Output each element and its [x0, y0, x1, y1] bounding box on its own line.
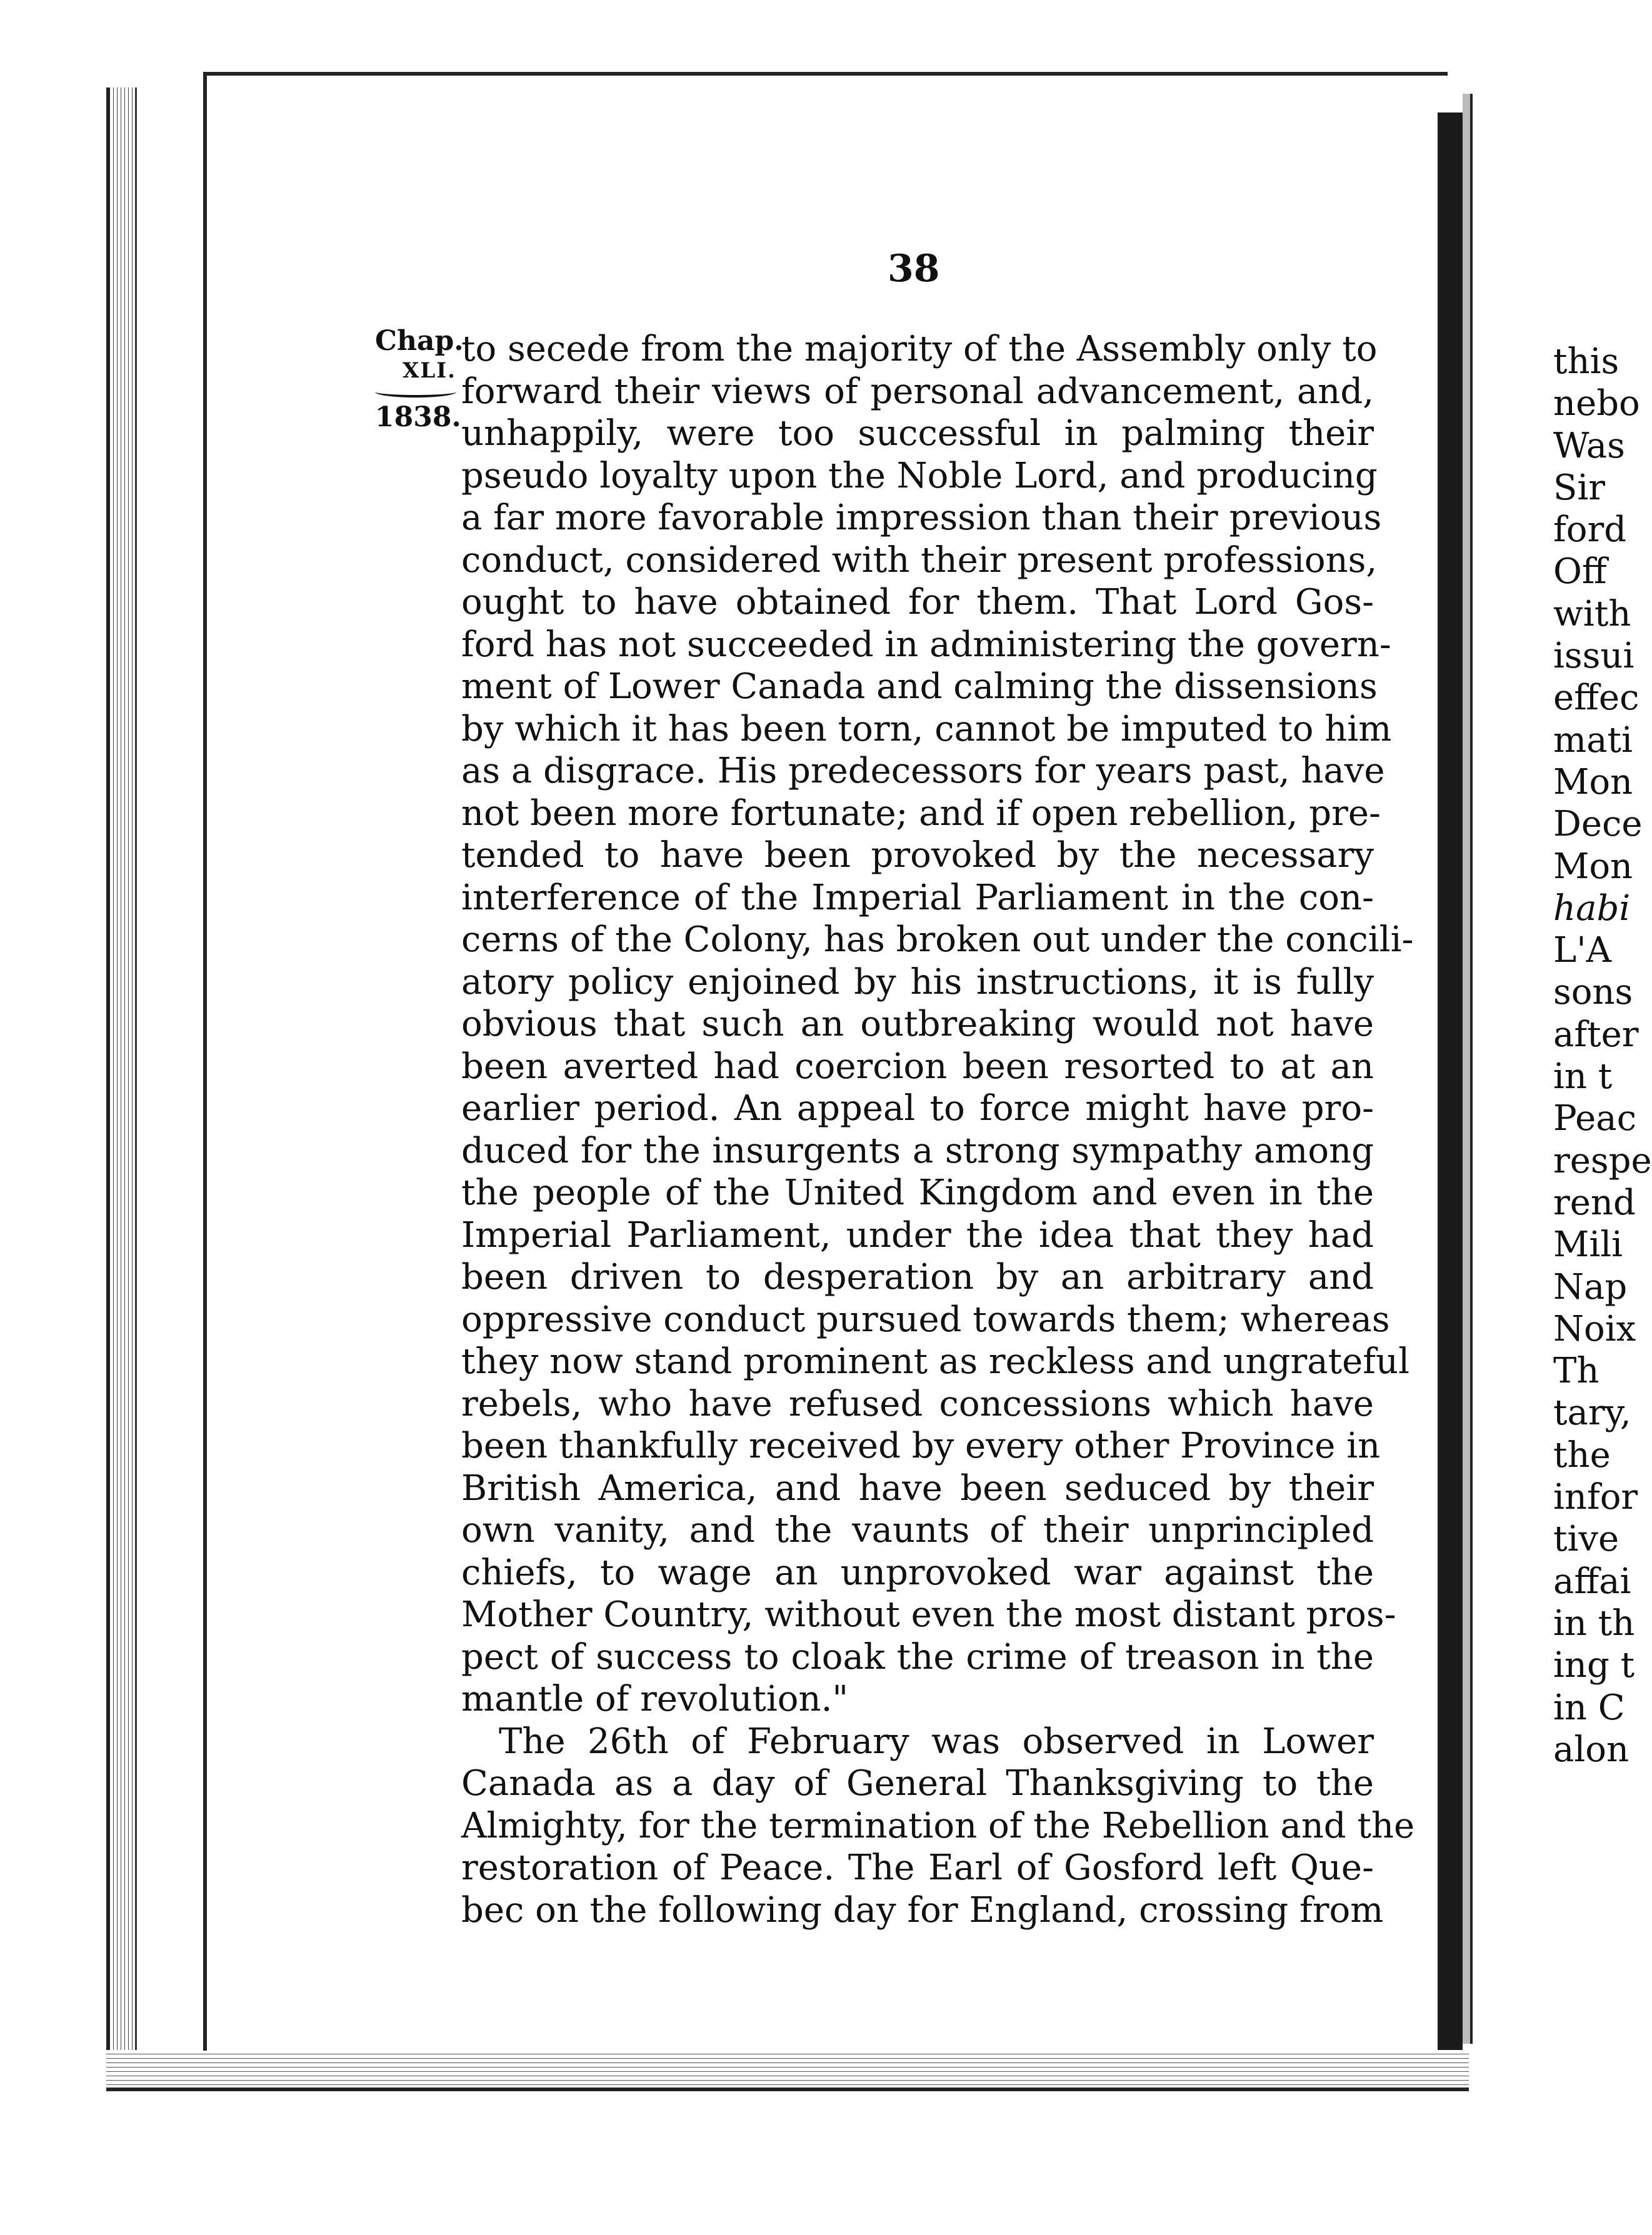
text-line: by which it has been torn, cannot be imputed to him — [461, 708, 1392, 749]
text-line: Canada as a day of General Thanksgiving to the — [461, 1763, 1374, 1804]
text-line: been thankfully received by every other Province in — [461, 1426, 1381, 1466]
text-line: cerns of the Colony, has broken out under the concili- — [461, 919, 1414, 960]
margin-brace — [375, 386, 456, 398]
facing-text-line: in th — [1553, 1602, 1635, 1644]
text-line: atory policy enjoined by his instructions, it is fully — [461, 961, 1374, 1002]
facing-text-line: Noix — [1553, 1308, 1636, 1349]
facing-text-line: this — [1553, 341, 1619, 382]
text-line: own vanity, and the vaunts of their unprincipled — [461, 1510, 1374, 1551]
margin-chapter-number: XLI. — [402, 358, 456, 383]
facing-text-line: Nap — [1553, 1266, 1628, 1308]
margin-note — [375, 325, 464, 434]
facing-text-line: effec — [1553, 678, 1639, 719]
text-line: pseudo loyalty upon the Noble Lord, and producing — [461, 455, 1378, 496]
facing-text-line: habi — [1553, 888, 1631, 929]
text-line: chiefs, to wage an unprovoked war against the — [461, 1552, 1374, 1593]
text-line: earlier period. An appeal to force might have pro- — [461, 1088, 1374, 1129]
facing-text-line: issui — [1553, 636, 1634, 677]
text-line: conduct, considered with their present professions, — [461, 539, 1378, 581]
text-line: Mother Country, without even the most distant pros- — [461, 1594, 1396, 1635]
text-line: ought to have obtained for them. That Lord Gos- — [461, 582, 1374, 622]
facing-text-line: in t — [1553, 1056, 1613, 1098]
text-line: to secede from the majority of the Assembly only to — [461, 329, 1378, 369]
facing-text-line: respe — [1553, 1140, 1652, 1181]
text-line: duced for the insurgents a strong sympathy among — [461, 1130, 1374, 1171]
facing-text-line: affai — [1553, 1561, 1631, 1602]
facing-text-line: rend — [1553, 1182, 1636, 1223]
text-line: restoration of Peace. The Earl of Gosford left Que- — [461, 1848, 1374, 1888]
text-line: as a disgrace. His predecessors for years past, have — [461, 751, 1385, 791]
facing-page-text — [1553, 341, 1652, 1771]
page-stack-edge — [106, 88, 137, 2056]
main-text — [461, 328, 1415, 1931]
facing-text-line: ing t — [1553, 1645, 1635, 1686]
facing-text-line: Mon — [1553, 846, 1633, 887]
facing-text-line: with — [1553, 593, 1631, 634]
facing-text-line: Th — [1553, 1351, 1599, 1392]
text-line: obvious that such an outbreaking would not have — [461, 1004, 1374, 1044]
book-gutter — [1438, 112, 1463, 2050]
facing-text-line: Off — [1553, 551, 1607, 592]
facing-text-line: Was — [1553, 425, 1625, 466]
facing-text-line: tive — [1553, 1519, 1619, 1560]
facing-text-line: sons — [1553, 972, 1633, 1013]
text-line: pect of success to cloak the crime of treason in the — [461, 1636, 1374, 1678]
text-line: Almighty, for the termination of the Rebellion and the — [461, 1805, 1415, 1846]
page-stack-bottom — [106, 2050, 1469, 2091]
text-line: ford has not succeeded in administering the govern- — [461, 624, 1391, 665]
facing-text-line: ford — [1553, 509, 1627, 551]
facing-text-line: Sir — [1553, 467, 1606, 508]
facing-text-line: the — [1553, 1434, 1611, 1476]
text-line: The 26th of February was observed in Lower — [499, 1721, 1374, 1762]
facing-text-line: L'A — [1553, 930, 1612, 971]
text-line: rebels, who have refused concessions which have — [461, 1383, 1374, 1424]
facing-text-line: Peac — [1553, 1098, 1637, 1139]
facing-text-line: Dece — [1553, 804, 1643, 845]
facing-text-line: mati — [1553, 719, 1633, 761]
text-line: the people of the United Kingdom and even in the — [461, 1172, 1374, 1213]
text-line: they now stand prominent as reckless and ungrateful — [461, 1341, 1409, 1382]
text-line: unhappily, were too successful in palming their — [461, 413, 1374, 454]
text-line: ment of Lower Canada and calming the dissensions — [461, 666, 1378, 707]
facing-text-line: nebo — [1553, 383, 1640, 424]
facing-text-line: Mili — [1553, 1224, 1623, 1266]
margin-chapter: Chap. — [375, 325, 464, 357]
text-line: not been more fortunate; and if open rebellion, pre- — [461, 792, 1381, 834]
text-line: British America, and have been seduced by their — [461, 1468, 1374, 1509]
text-line: been driven to desperation by an arbitrary and — [461, 1257, 1374, 1298]
facing-text-line: tary, — [1553, 1392, 1631, 1434]
facing-text-line: Mon — [1553, 761, 1633, 802]
facing-text-line: infor — [1553, 1477, 1638, 1518]
facing-text-line: after — [1553, 1014, 1639, 1055]
facing-text-line: alon — [1553, 1729, 1629, 1770]
page-number: 38 — [888, 247, 940, 291]
text-line: tended to have been provoked by the necessary — [461, 835, 1374, 876]
text-line: mantle of revolution." — [461, 1679, 849, 1719]
text-line: bec on the following day for England, crossing from — [461, 1889, 1384, 1931]
text-line: interference of the Imperial Parliament in the con- — [461, 877, 1374, 918]
facing-text-line: in C — [1553, 1687, 1625, 1728]
text-line: been averted had coercion been resorted to at an — [461, 1046, 1374, 1087]
text-line: oppressive conduct pursued towards them; whereas — [461, 1299, 1390, 1340]
text-line: forward their views of personal advancement, and, — [461, 371, 1374, 412]
text-line: Imperial Parliament, under the idea that they had — [461, 1214, 1374, 1256]
text-line: a far more favorable impression than their previous — [461, 498, 1382, 538]
margin-year: 1838. — [375, 401, 461, 433]
gutter-edge — [1463, 94, 1473, 2044]
